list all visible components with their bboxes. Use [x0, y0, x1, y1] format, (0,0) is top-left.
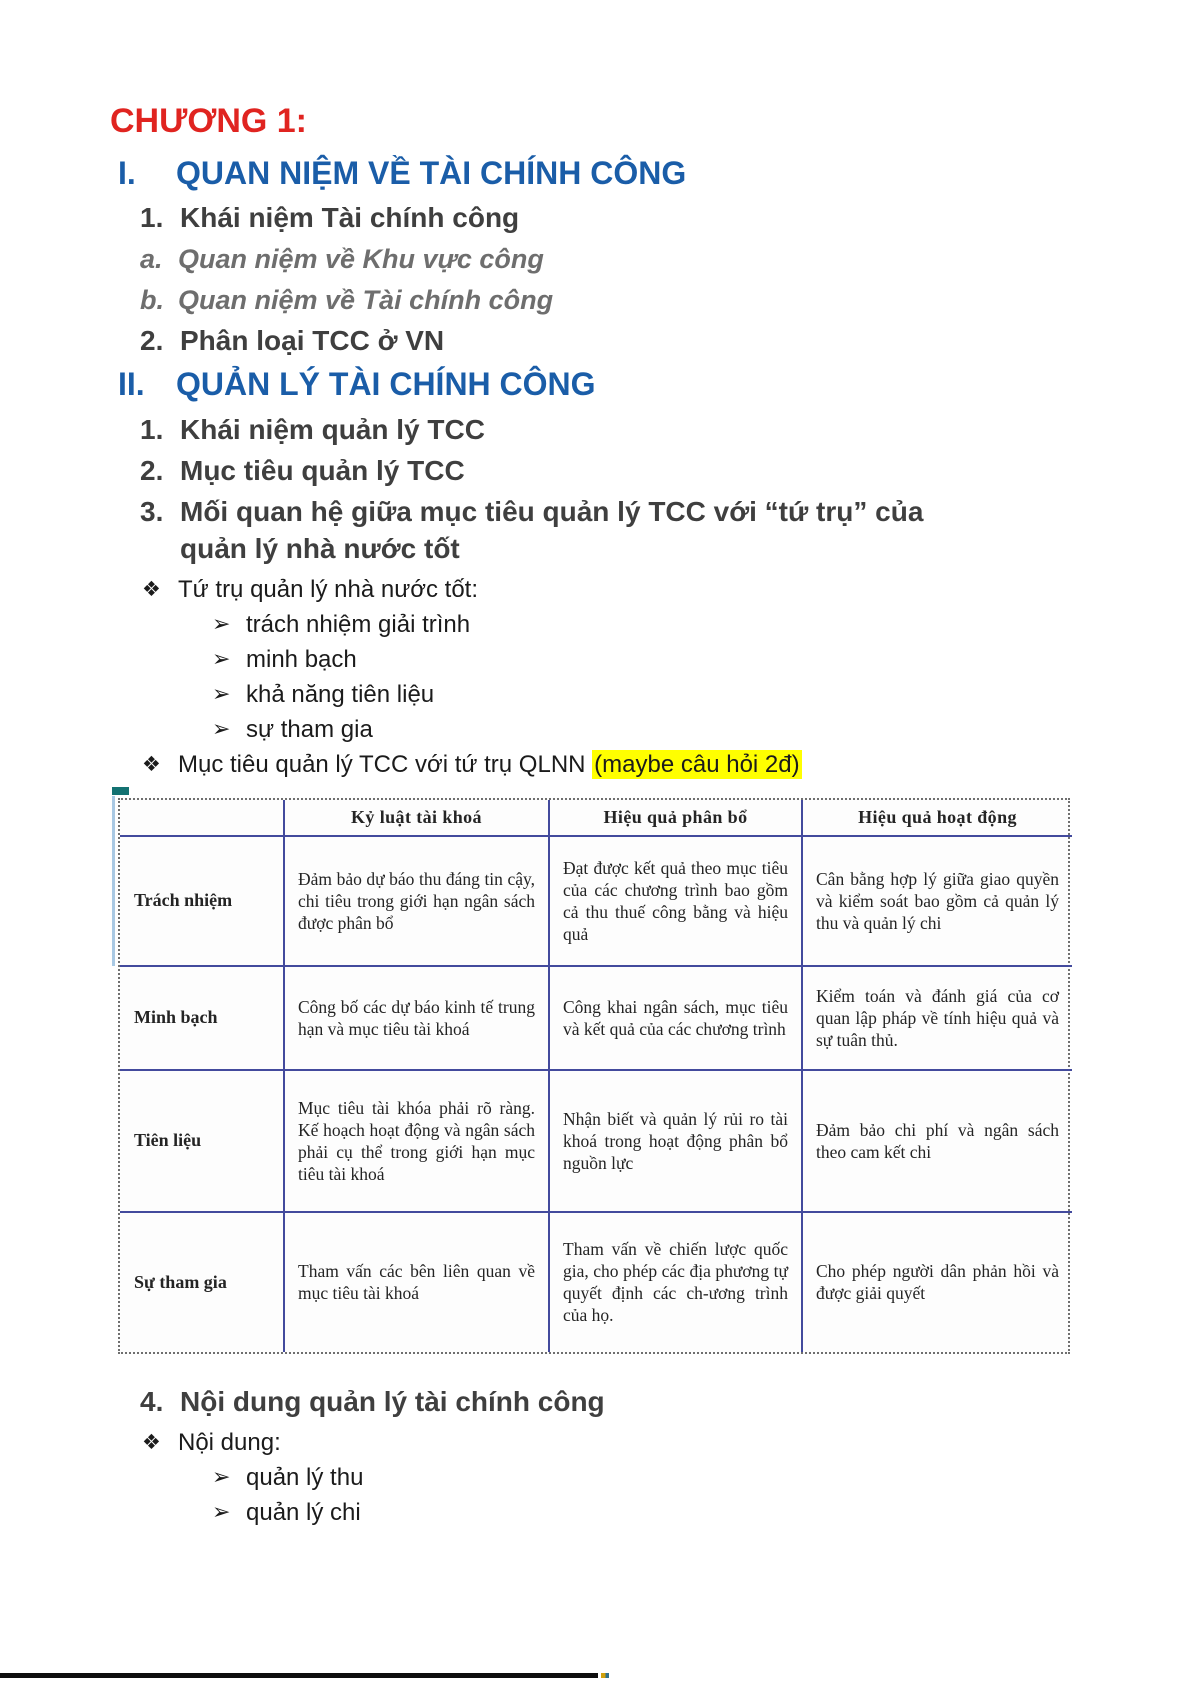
bullet-objectives — [142, 747, 1133, 782]
section-heading-2 — [118, 364, 1133, 406]
bullet-content — [142, 1425, 1133, 1460]
item-text: Mối quan hệ giữa mục tiêu quản lý TCC với “tứ trụ” của quản lý nhà nước tốt — [180, 495, 924, 564]
bullet-text — [178, 747, 802, 782]
item-text: Khái niệm Tài chính công — [180, 202, 520, 234]
section-title: QUAN NIỆM VỀ TÀI CHÍNH CÔNG — [176, 154, 687, 191]
page-bottom-rule-artifact — [601, 1673, 609, 1678]
item-number: 2. — [140, 325, 164, 357]
list-item-pillar — [212, 677, 1133, 712]
outline-subitem-khu-vuc-cong — [140, 242, 1133, 278]
outline-item-muc-tieu-quan-ly — [140, 453, 1133, 490]
outline-item-khai-niem-quan-ly — [140, 412, 1133, 449]
arrow-icon: ➢ — [212, 646, 231, 672]
outline-item-khai-niem-tcc — [140, 200, 1133, 237]
item-text: Khái niệm quản lý TCC — [180, 413, 485, 445]
table-cell: Nhận biết và quản lý rủi ro tài khoá trong hoạt động phân bổ nguồn lực — [549, 1070, 802, 1212]
table-cell: Kiểm toán và đánh giá của cơ quan lập pháp về tính hiệu quả và sự tuân thủ. — [802, 966, 1072, 1070]
table-row-accountability — [120, 836, 1072, 966]
table-cell: Tham vấn các bên liên quan về mục tiêu tài khoá — [284, 1212, 549, 1352]
yellow-highlight: (maybe câu hỏi 2đ) — [594, 750, 800, 778]
list-item-pillar — [212, 607, 1133, 642]
item-letter: a. — [140, 244, 163, 275]
outline-subitem-tai-chinh-cong — [140, 283, 1133, 319]
table-cell: Công bố các dự báo kinh tế trung hạn và mục tiêu tài khoá — [284, 966, 549, 1070]
bullet-text: Tứ trụ quản lý nhà nước tốt: — [178, 575, 479, 603]
outline-item-noi-dung — [140, 1384, 1133, 1421]
table-cell: Cân bằng hợp lý giữa giao quyền và kiểm soát bao gồm cả quản lý thu và quản lý chi — [802, 836, 1072, 966]
table-cell: Tham vấn về chiến lược quốc gia, cho phép các địa phương tự quyết định các ch-ương trình của họ. — [549, 1212, 802, 1352]
bullet-text: Nội dung: — [178, 1428, 281, 1456]
row-label: Minh bạch — [120, 966, 284, 1070]
diamond-icon: ❖ — [142, 751, 161, 776]
table-header-fiscal-discipline: Kỷ luật tài khoá — [284, 800, 549, 836]
list-item-content — [212, 1495, 1133, 1530]
item-number: 3. — [140, 495, 164, 527]
list-item-text: khả năng tiên liệu — [246, 680, 435, 708]
section-heading-1 — [118, 153, 1133, 195]
table-cell: Công khai ngân sách, mục tiêu và kết quả của các chương trình — [549, 966, 802, 1070]
outline-item-phan-loai-tcc — [140, 323, 1133, 360]
section-title: QUẢN LÝ TÀI CHÍNH CÔNG — [176, 366, 596, 403]
list-item-text: trách nhiệm giải trình — [246, 610, 471, 638]
list-item-content — [212, 1460, 1133, 1495]
table-cell: Đảm bảo dự báo thu đáng tin cậy, chi tiêu trong giới hạn ngân sách được phân bổ — [284, 836, 549, 966]
section-number: II. — [118, 366, 145, 403]
arrow-icon: ➢ — [212, 1464, 231, 1490]
table-cell: Cho phép người dân phản hồi và được giải quyết — [802, 1212, 1072, 1352]
row-label: Trách nhiệm — [120, 836, 284, 966]
arrow-icon: ➢ — [212, 1499, 231, 1525]
table-row-transparency — [120, 966, 1072, 1070]
diamond-icon: ❖ — [142, 576, 161, 601]
left-guide-line — [112, 796, 115, 966]
table-header-empty — [120, 800, 284, 836]
list-item-pillar — [212, 712, 1133, 747]
row-label: Sự tham gia — [120, 1212, 284, 1352]
list-item-pillar — [212, 642, 1133, 677]
table-row-predictability — [120, 1070, 1072, 1212]
item-number: 4. — [140, 1385, 164, 1417]
list-item-text: quản lý chi — [246, 1498, 361, 1526]
table-header-allocation-efficiency: Hiệu quả phân bổ — [549, 800, 802, 836]
bullet-text-plain: Mục tiêu quản lý TCC với tứ trụ QLNN — [178, 750, 593, 778]
item-text: Quan niệm về Tài chính công — [178, 284, 554, 315]
pillars-table — [120, 800, 1072, 1352]
list-item-text: minh bạch — [246, 645, 357, 673]
list-item-text: quản lý thu — [246, 1463, 364, 1491]
table-header-operational-efficiency: Hiệu quả hoạt động — [802, 800, 1072, 836]
arrow-icon: ➢ — [212, 611, 231, 637]
arrow-icon: ➢ — [212, 716, 231, 742]
outline-item-moi-quan-he — [140, 494, 1133, 568]
diamond-icon: ❖ — [142, 1429, 161, 1454]
chapter-heading: CHƯƠNG 1: — [110, 102, 307, 140]
table-cell: Mục tiêu tài khóa phải rõ ràng. Kế hoạch hoạt động và ngân sách phải cụ thể trong giới hạn mục tiêu tài khoá — [284, 1070, 549, 1212]
table-selection-handle — [112, 787, 129, 795]
item-text: Mục tiêu quản lý TCC — [180, 454, 465, 486]
page-bottom-rule — [0, 1673, 598, 1678]
row-label: Tiên liệu — [120, 1070, 284, 1212]
list-item-text: sự tham gia — [246, 715, 373, 743]
section-number: I. — [118, 154, 136, 191]
item-text: Nội dung quản lý tài chính công — [180, 1385, 605, 1417]
item-number: 2. — [140, 454, 164, 486]
table-cell: Đảm bảo chi phí và ngân sách theo cam kết chi — [802, 1070, 1072, 1212]
pillars-table-wrap — [118, 798, 1070, 1354]
table-cell: Đạt được kết quả theo mục tiêu của các chương trình bao gồm cả thu thuế công bằng và hiệu quả — [549, 836, 802, 966]
table-outer-border — [118, 798, 1070, 1354]
arrow-icon: ➢ — [212, 681, 231, 707]
item-text: Quan niệm về Khu vực công — [178, 244, 544, 275]
item-letter: b. — [140, 284, 164, 315]
table-row-participation — [120, 1212, 1072, 1352]
table-header-row — [120, 800, 1072, 836]
item-text: Phân loại TCC ở VN — [180, 325, 445, 357]
bullet-four-pillars — [142, 572, 1133, 607]
item-number: 1. — [140, 413, 164, 445]
item-number: 1. — [140, 202, 164, 234]
